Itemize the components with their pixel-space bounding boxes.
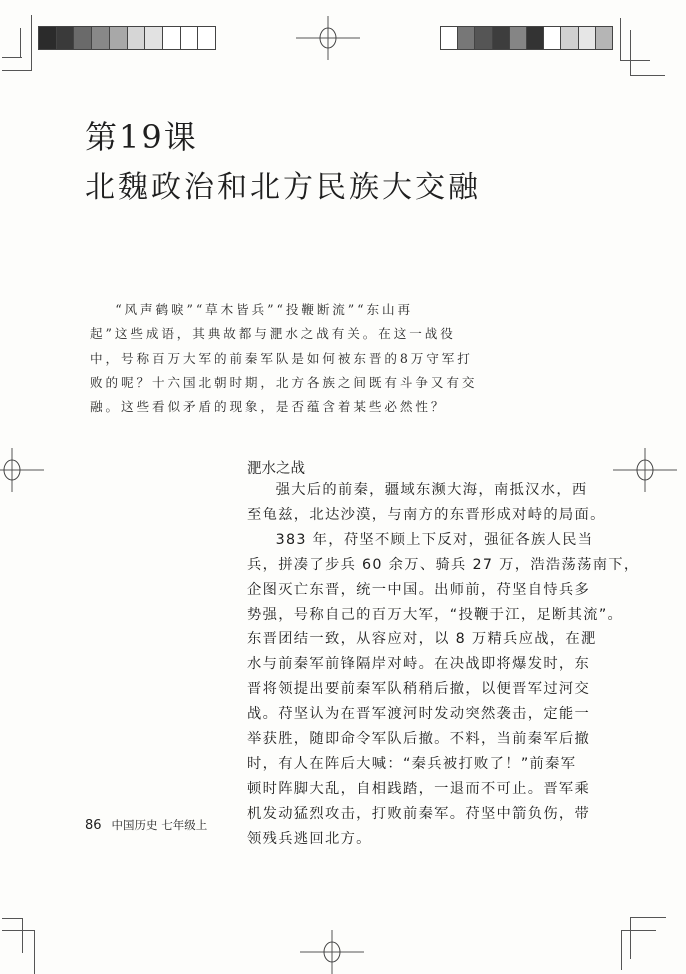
color-swatch bbox=[57, 27, 75, 49]
text-line: 至龟兹，北达沙漠，与南方的东晋形成对峙的局面。 bbox=[247, 506, 606, 523]
color-swatch bbox=[163, 27, 181, 49]
color-swatch bbox=[596, 27, 612, 49]
text-line: 败的呢？十六国北朝时期，北方各族之间既有斗争又有交 bbox=[90, 374, 478, 390]
color-swatch bbox=[198, 27, 215, 49]
color-swatch bbox=[110, 27, 128, 49]
color-calibration-bar-right bbox=[440, 26, 613, 50]
color-swatch bbox=[561, 27, 578, 49]
color-swatch bbox=[92, 27, 110, 49]
text-line: 起”这些成语，其典故都与淝水之战有关。在这一战役 bbox=[90, 326, 456, 342]
text-line: 战。苻坚认为在晋军渡河时发动突然袭击，定能一 bbox=[247, 706, 591, 723]
color-swatch bbox=[458, 27, 475, 49]
color-swatch bbox=[39, 27, 57, 49]
text-line: 兵，拼凑了步兵 60 余万、骑兵 27 万，浩浩荡荡南下， bbox=[247, 556, 640, 573]
text-line: 强大后的前秦，疆域东濒大海，南抵汉水，西 bbox=[275, 482, 588, 498]
text-line: 水与前秦军前锋隔岸对峙。在决战即将爆发时，东 bbox=[247, 656, 591, 673]
text-line: 融。这些看似矛盾的现象，是否蕴含着某些必然性？ bbox=[90, 399, 447, 415]
registration-mark-right bbox=[613, 448, 677, 492]
book-title: 中国历史 七年级上 bbox=[111, 818, 208, 832]
section-heading: 淝水之战 bbox=[247, 461, 305, 477]
color-swatch bbox=[579, 27, 596, 49]
text-line: 时，有人在阵后大喊：“秦兵被打败了！”前秦军 bbox=[247, 755, 577, 772]
color-swatch bbox=[145, 27, 163, 49]
text-line: 顿时阵脚大乱，自相践踏，一退而不可止。晋军乘 bbox=[247, 780, 591, 797]
color-swatch bbox=[544, 27, 561, 49]
text-line: 东晋团结一致，从容应对，以 8 万精兵应战，在淝 bbox=[247, 631, 597, 648]
text-line: “风声鹤唳”“草木皆兵”“投鞭断流”“东山再 bbox=[115, 302, 413, 317]
text-line: 机发动猛烈攻击，打败前秦军。苻坚中箭负伤，带 bbox=[247, 805, 591, 822]
color-swatch bbox=[475, 27, 492, 49]
color-swatch bbox=[74, 27, 92, 49]
color-swatch bbox=[493, 27, 510, 49]
text-line: 企图灭亡东晋，统一中国。出师前，苻坚自恃兵多 bbox=[247, 581, 591, 598]
page-footer bbox=[85, 817, 207, 833]
color-swatch bbox=[441, 27, 458, 49]
text-line: 中，号称百万大军的前秦军队是如何被东晋的8万守军打 bbox=[90, 350, 473, 366]
registration-mark-left bbox=[0, 448, 44, 492]
text-line: 势强，号称自己的百万大军，“投鞭于江，足断其流”。 bbox=[247, 606, 624, 623]
color-swatch bbox=[510, 27, 527, 49]
lesson-number: 第19课 bbox=[85, 118, 198, 156]
page-number: 86 bbox=[85, 818, 102, 833]
text-line: 383 年，苻坚不顾上下反对，强征各族人民当 bbox=[275, 531, 594, 548]
text-line: 晋将领提出要前秦军队稍稍后撤，以便晋军过河交 bbox=[247, 681, 591, 698]
color-swatch bbox=[527, 27, 544, 49]
text-line: 举获胜，随即命令军队后撤。不料，当前秦军后撤 bbox=[247, 731, 591, 748]
lesson-title: 北魏政治和北方民族大交融 bbox=[85, 170, 481, 205]
color-calibration-bar-left bbox=[38, 26, 216, 50]
registration-mark-bottom bbox=[300, 930, 364, 974]
section-body bbox=[247, 478, 640, 852]
intro-paragraph bbox=[90, 298, 478, 419]
color-swatch bbox=[128, 27, 146, 49]
registration-mark-top bbox=[296, 16, 360, 60]
color-swatch bbox=[181, 27, 199, 49]
text-line: 领残兵逃回北方。 bbox=[247, 830, 372, 847]
